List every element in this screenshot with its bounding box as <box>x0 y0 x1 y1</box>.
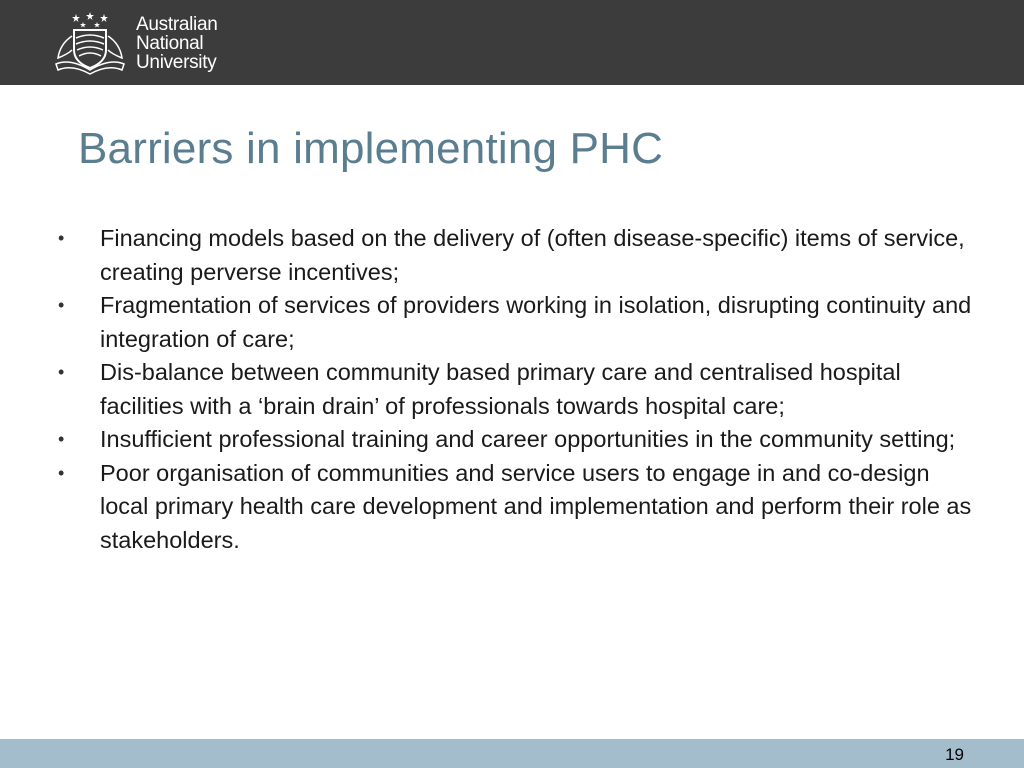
bullet-marker: • <box>58 228 65 248</box>
bullet-text: Insufficient professional training and career opportunities in the community setting; <box>100 426 956 452</box>
page-number: 19 <box>945 745 964 764</box>
university-crest-icon <box>50 10 130 76</box>
bullet-item <box>58 222 978 289</box>
bullet-marker: • <box>58 429 65 449</box>
bullet-list <box>58 222 978 557</box>
footer-bar <box>0 739 1024 768</box>
bullet-item <box>58 289 978 356</box>
slide-title: Barriers in implementing PHC <box>78 124 664 173</box>
bullet-text: Dis-balance between community based primary care and centralised hospital facilities with a ‘brain drain’ of professionals towards hospital care; <box>100 359 901 419</box>
bullet-marker: • <box>58 362 65 382</box>
logo-line-2: National <box>136 32 204 54</box>
bullet-text: Financing models based on the delivery of (often disease-specific) items of service, creating perverse incentives; <box>100 225 965 285</box>
bullet-marker: • <box>58 462 65 483</box>
logo-line-3: University <box>136 51 217 73</box>
bullet-text: Poor organisation of communities and service users to engage in and co-design local primary health care development and implementation and perform their role as stakeholders. <box>100 459 972 553</box>
logo-wordmark <box>136 15 218 72</box>
bullet-item <box>58 423 978 457</box>
bullet-marker: • <box>58 295 65 315</box>
bullet-item <box>58 356 978 423</box>
bullet-item <box>58 457 978 558</box>
bullet-text: Fragmentation of services of providers working in isolation, disrupting continuity and integration of care; <box>100 292 972 352</box>
header-bar <box>0 0 1024 85</box>
logo-line-1: Australian <box>136 13 218 35</box>
anu-logo <box>50 10 218 76</box>
